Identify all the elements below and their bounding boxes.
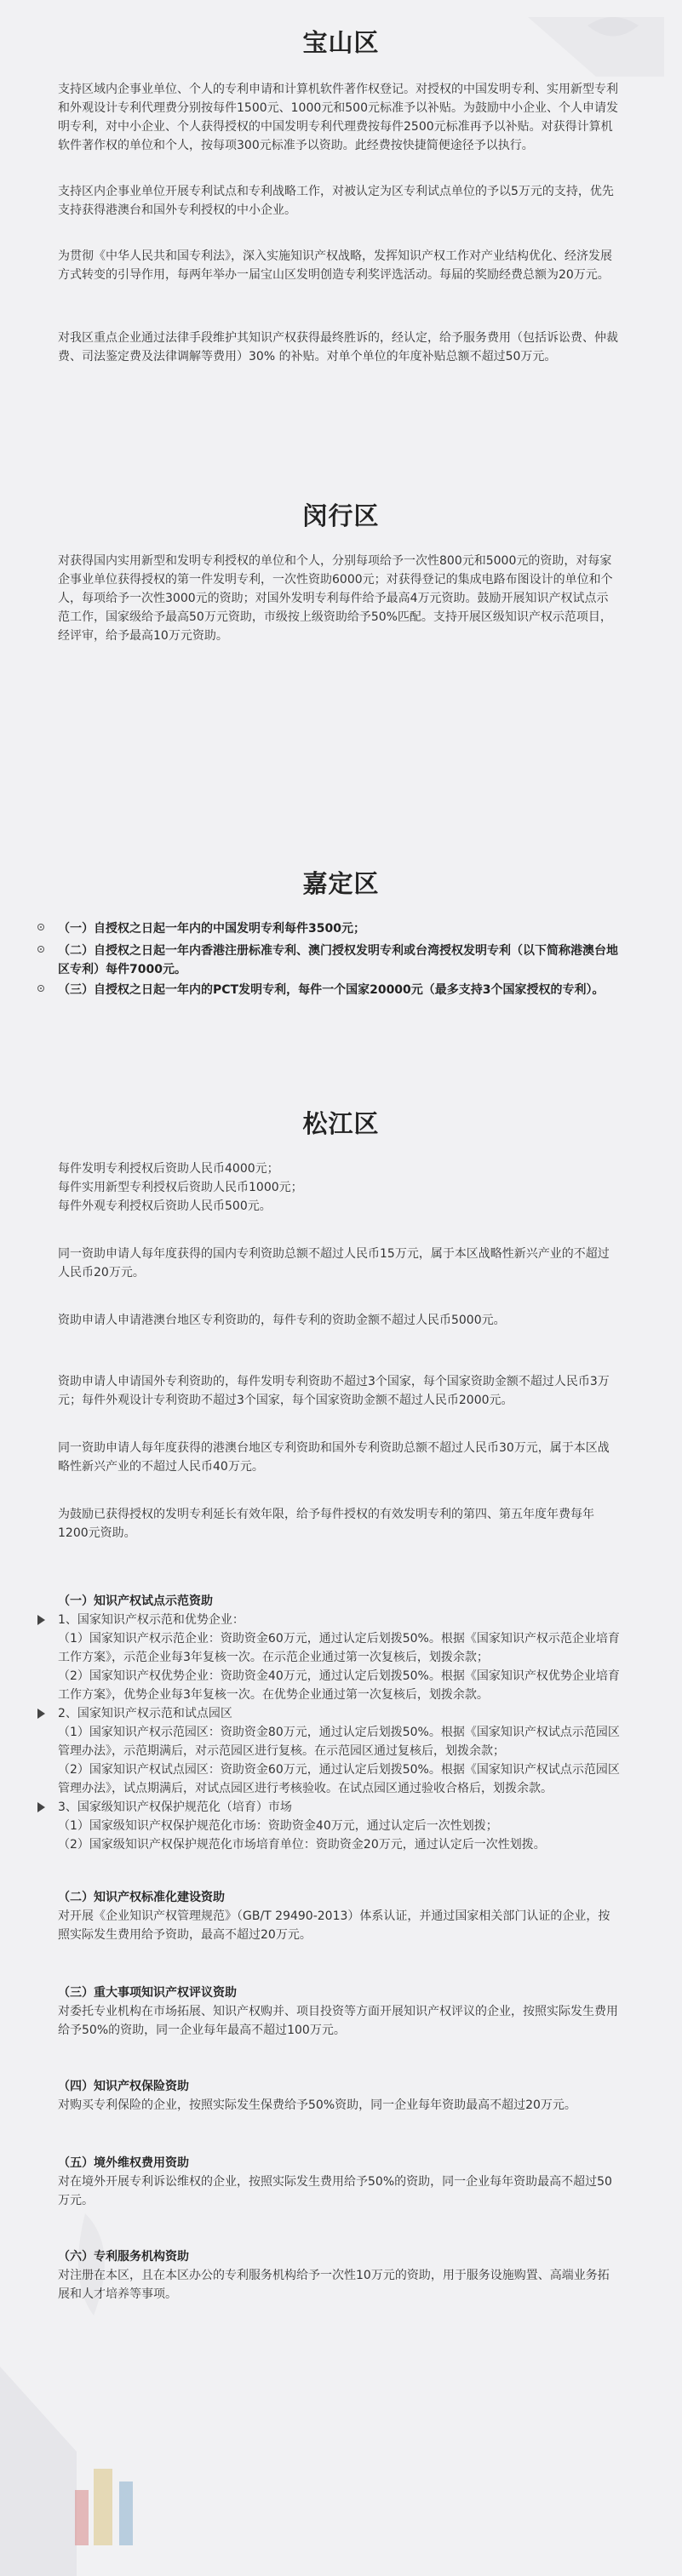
songjiang-subsection-1-b2: （2）国家知识产权试点园区：资助资金60万元，通过认定后划拨50%。根据《国家知识产权试点示范园区管理办法》，试点期满后，对试点园区进行考核验收。在试点园区通过验收合格后，划拨余款。 <box>58 1763 620 1795</box>
jiading-item-2: （二）自授权之日起一年内香港注册标准专利、澳门授权发明专利或台湾授权发明专利（以下简称港澳台地区专利）每件7000元。 <box>37 942 625 979</box>
songjiang-subsection-1-c2: （2）国家级知识产权保护规范化市场培育单位：资助资金20万元，通过认定后一次性划拨。 <box>58 1838 546 1852</box>
baoshan-paragraph-1: 支持区域内企事业单位、个人的专利申请和计算机软件著作权登记。对授权的中国发明专利、实用新型专利和外观设计专利代理费分别按每件1500元、1000元和500元标准予以补贴。为鼓励中小企业、个人申请发明专利，对中小企业、个人获得授权的中国发明专利代理费按每件2500元标准再予以补贴。对获得计算机软件著作权的单位和个人，按每项300元标准予以资助。此经费按快捷简便途径予以执行。 <box>58 83 618 152</box>
jiading-item-1: （一）自授权之日起一年内的中国发明专利每件3500元； <box>37 919 625 938</box>
section-title-jiading: 嘉定区 <box>302 869 380 898</box>
songjiang-subsection-2-heading: （二）知识产权标准化建设资助 <box>58 1891 225 1904</box>
pencil-decoration <box>119 2482 133 2545</box>
songjiang-subsection-6-text: 对注册在本区，且在本区办公的专利服务机构给予一次性10万元的资助，用于服务设施购置、高端业务拓展和人才培养等事项。 <box>58 2269 610 2301</box>
songjiang-subsection-1-a1: （1）国家知识产权示范企业：资助资金60万元，通过认定后划拨50%。根据《国家知识产权示范企业培育工作方案》，示范企业每3年复核一次。在示范企业通过第一次复核后，划拨余款； <box>58 1632 620 1664</box>
triangle-bullet-icon <box>37 1709 45 1719</box>
bullet-icon <box>37 946 44 953</box>
songjiang-subsection-3-text: 对委托专业机构在市场拓展、知识产权购并、项目投资等方面开展知识产权评议的企业，按照实际发生费用给予50%的资助，同一企业每年最高不超过100万元。 <box>58 2005 618 2037</box>
songjiang-paragraph-3: 资助申请人申请港澳台地区专利资助的，每件专利的资助金额不超过人民币5000元。 <box>58 1314 506 1327</box>
songjiang-subsection-6-heading: （六）专利服务机构资助 <box>58 2250 189 2264</box>
songjiang-subsection-1-item-c: 3、国家级知识产权保护规范化（培育）市场 <box>37 1798 599 1817</box>
bullet-icon <box>37 985 44 992</box>
songjiang-subsection-5-text: 对在境外开展专利诉讼维权的企业，按照实际发生费用给予50%的资助，同一企业每年资助最高不超过50万元。 <box>58 2175 612 2207</box>
section-title-minhang: 闵行区 <box>302 501 380 530</box>
songjiang-subsection-1-item-a: 1、国家知识产权示范和优势企业： <box>37 1611 599 1629</box>
songjiang-line-3: 每件外观专利授权后资助人民币500元。 <box>58 1199 272 1213</box>
corner-shape-bottom <box>0 2367 77 2576</box>
songjiang-line-2: 每件实用新型专利授权后资助人民币1000元； <box>58 1181 303 1194</box>
songjiang-paragraph-2: 同一资助申请人每年度获得的国内专利资助总额不超过人民币15万元，属于本区战略性新兴产业的不超过人民币20万元。 <box>58 1247 610 1279</box>
songjiang-subsection-1-heading: （一）知识产权试点示范资助 <box>58 1594 213 1608</box>
songjiang-subsection-4-heading: （四）知识产权保险资助 <box>58 2080 189 2093</box>
bullet-icon <box>37 924 44 930</box>
songjiang-subsection-1-c1: （1）国家级知识产权保护规范化市场：资助资金40万元，通过认定后一次性划拨； <box>58 1819 498 1833</box>
jiading-item-3: （三）自授权之日起一年内的PCT发明专利，每件一个国家20000元（最多支持3个国家授权的专利）。 <box>37 981 625 999</box>
songjiang-subsection-1-a2: （2）国家知识产权优势企业：资助资金40万元，通过认定后划拨50%。根据《国家知识产权优势企业培育工作方案》，优势企业每3年复核一次。在优势企业通过第一次复核后，划拨余款。 <box>58 1669 620 1702</box>
pencil-decoration <box>75 2490 89 2545</box>
songjiang-subsection-4-text: 对购买专利保险的企业，按照实际发生保费给予50%资助，同一企业每年资助最高不超过20万元。 <box>58 2098 576 2112</box>
triangle-bullet-icon <box>37 1615 45 1625</box>
section-title-songjiang: 松江区 <box>302 1109 380 1138</box>
pencil-decoration <box>94 2469 112 2545</box>
baoshan-paragraph-2: 支持区内企事业单位开展专利试点和专利战略工作，对被认定为区专利试点单位的予以5万元的支持，优先支持获得港澳台和国外专利授权的中小企业。 <box>58 185 614 217</box>
songjiang-subsection-2-text: 对开展《企业知识产权管理规范》（GB/T 29490-2013）体系认证，并通过国家相关部门认证的企业，按照实际发生费用给予资助，最高不超过20万元。 <box>58 1909 610 1942</box>
baoshan-paragraph-3: 为贯彻《中华人民共和国专利法》，深入实施知识产权战略，发挥知识产权工作对产业结构优化、经济发展方式转变的引导作用，每两年举办一届宝山区发明创造专利奖评选活动。每届的奖励经费总额为20万元。 <box>58 249 612 282</box>
songjiang-paragraph-4: 资助申请人申请国外专利资助的，每件发明专利资助不超过3个国家，每个国家资助金额不超过人民币3万元；每件外观设计专利资助不超过3个国家，每个国家资助金额不超过人民币2000元。 <box>58 1375 610 1407</box>
section-title-baoshan: 宝山区 <box>302 28 380 57</box>
songjiang-subsection-1-b1: （1）国家知识产权示范园区：资助资金80万元，通过认定后划拨50%。根据《国家知识产权试点示范园区管理办法》，示范期满后，对示范园区进行复核。在示范园区通过复核后，划拨余款； <box>58 1726 620 1758</box>
minhang-paragraph-1: 对获得国内实用新型和发明专利授权的单位和个人，分别每项给予一次性800元和5000元的资助，对每家企事业单位获得授权的第一件发明专利，一次性资助6000元；对获得登记的集成电路布图设计的单位和个人，每项给予一次性3000元的资助；对国外发明专利每件给予最高4万元资助。鼓励开展知识产权试点示范工作，国家级给予最高50万元资助，市级按上级资助给予50%匹配。支持开展区级知识产权示范项目，经评审，给予最高10万元资助。 <box>58 554 613 643</box>
songjiang-line-1: 每件发明专利授权后资助人民币4000元； <box>58 1162 279 1176</box>
songjiang-subsection-1-item-b: 2、国家知识产权示范和试点园区 <box>37 1704 599 1723</box>
songjiang-paragraph-5: 同一资助申请人每年度获得的港澳台地区专利资助和国外专利资助总额不超过人民币30万元，属于本区战略性新兴产业的不超过人民币40万元。 <box>58 1441 610 1474</box>
triangle-bullet-icon <box>37 1802 45 1812</box>
songjiang-subsection-5-heading: （五）境外维权费用资助 <box>58 2156 189 2170</box>
baoshan-paragraph-4: 对我区重点企业通过法律手段维护其知识产权获得最终胜诉的，经认定，给予服务费用（包括诉讼费、仲裁费、司法鉴定费及法律调解等费用）30% 的补贴。对单个单位的年度补贴总额不超过50万元。 <box>58 331 618 364</box>
songjiang-subsection-3-heading: （三）重大事项知识产权评议资助 <box>58 1986 237 2000</box>
songjiang-paragraph-6: 为鼓励已获得授权的发明专利延长有效年限，给予每件授权的有效发明专利的第四、第五年度年费每年1200元资助。 <box>58 1508 594 1540</box>
